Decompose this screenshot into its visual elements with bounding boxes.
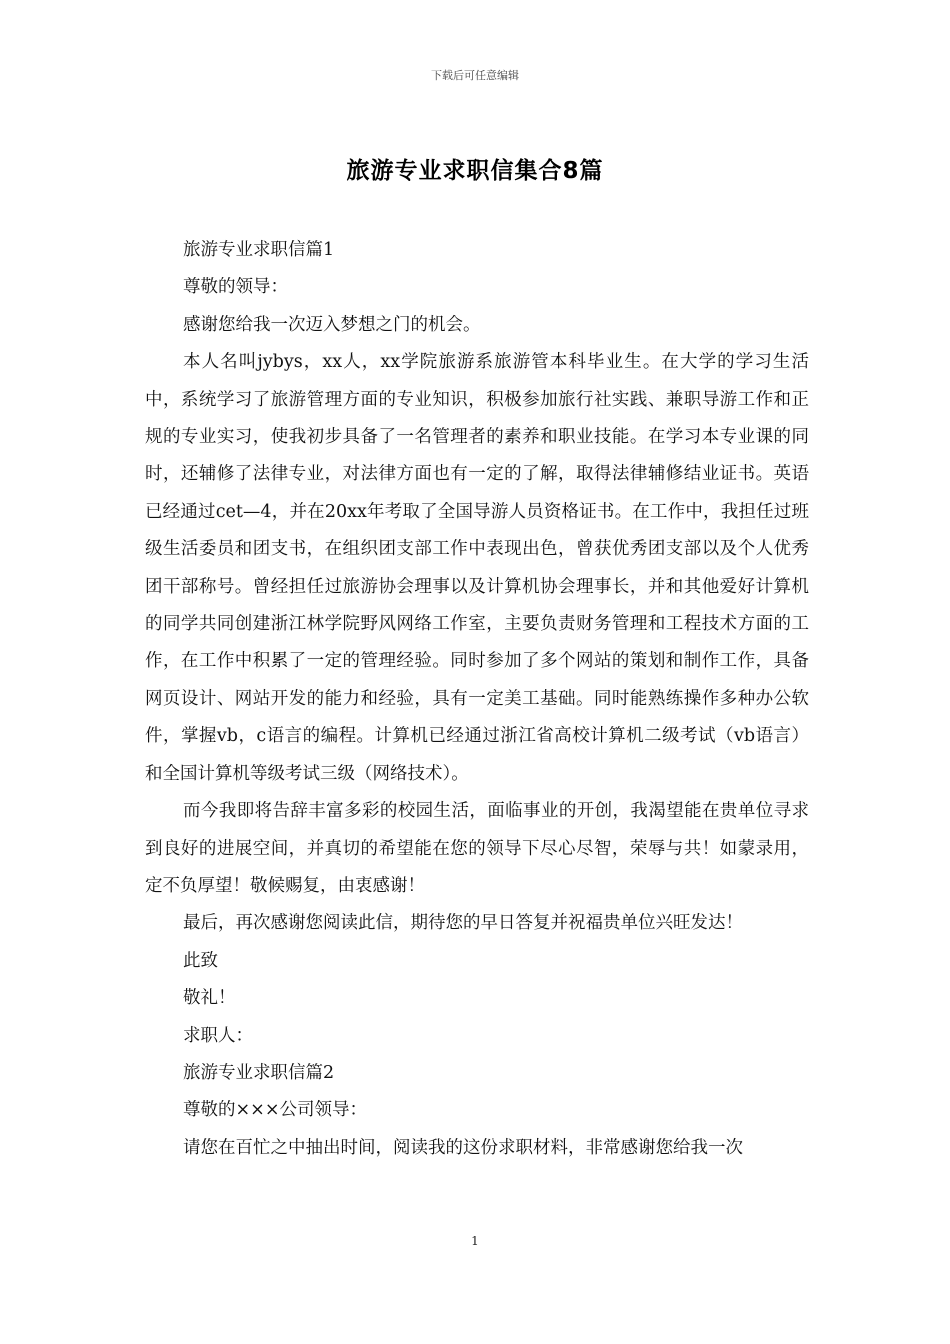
header-note: 下载后可任意编辑 — [431, 69, 519, 82]
closing-line: 敬礼！ — [183, 988, 236, 1009]
salutation: 尊敬的×××公司领导： — [183, 1100, 367, 1121]
paragraph: 感谢您给我一次迈入梦想之门的机会。 — [183, 314, 481, 335]
paragraph: 请您在百忙之中抽出时间，阅读我的这份求职材料，非常感谢您给我一次 — [183, 1137, 743, 1158]
signature-line: 求职人： — [183, 1025, 253, 1046]
section-heading-2: 旅游专业求职信篇2 — [183, 1062, 335, 1083]
closing-line: 此致 — [183, 950, 218, 971]
section-heading-1: 旅游专业求职信篇1 — [183, 240, 335, 260]
paragraph: 最后，再次感谢您阅读此信，期待您的早日答复并祝福贵单位兴旺发达！ — [183, 913, 743, 934]
salutation: 尊敬的领导： — [183, 277, 288, 298]
paragraph: 本人名叫jybys，xx人，xx学院旅游系旅游管本科毕业生。在大学的学习生活中，系统学习了旅游管理方面的专业知识，积极参加旅行社实践、兼职导游工作和正规的专业实习，使我初步具备了一名管理者的素养和职业技能。在学习本专业课的同时，还辅修了法律专业，对法律方面也有一定的了解，取得法律辅修结业证书。英语已经通过cet—4，并在20xx年考取了全国导游人员资格证书。在工作中，我担任过班级生活委员和团支书，在组织团支部工作中表现出色，曾获优秀团支部以及个人优秀团干部称号。曾经担任过旅游协会理事以及计算机协会理事长，并和其他爱好计算机的同学共同创建浙江林学院野风网络工作室，主要负责财务管理和工程技术方面的工作，在工作中积累了一定的管理经验。同时参加了多个网站的策划和制作工作，具备网页设计、网站开发的能力和经验，具有一定美工基础。同时能熟练操作多种办公软件，掌握vb，c语言的编程。计算机已经通过浙江省高校计算机二级考试（vb语言）和全国计算机等级考试三级（网络技术）。 — [145, 352, 809, 784]
page-number: 1 — [471, 1234, 479, 1248]
document-title: 旅游专业求职信集合8篇 — [346, 158, 604, 184]
document-body — [145, 232, 809, 1167]
paragraph: 而今我即将告辞丰富多彩的校园生活，面临事业的开创，我渴望能在贵单位寻求到良好的进展空间，并真切的希望能在您的领导下尽心尽智，荣辱与共！如蒙录用，定不负厚望！敬候赐复，由衷感谢！ — [145, 801, 809, 896]
